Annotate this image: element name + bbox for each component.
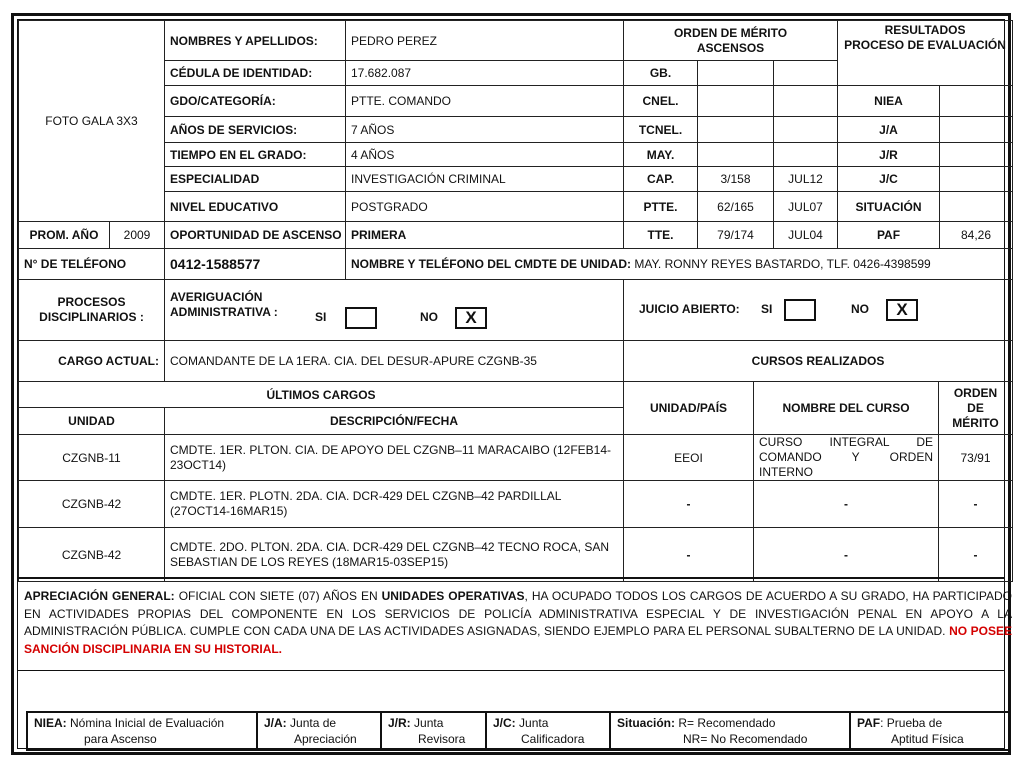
prom-label: PROM. AÑO (19, 222, 110, 249)
averiguacion-no-checkbox[interactable]: X (455, 307, 487, 329)
result-label: J/C (838, 167, 940, 192)
result-label: J/A (838, 117, 940, 143)
ultimos-col-desc: DESCRIPCIÓN/FECHA (165, 408, 624, 435)
edu-value: POSTGRADO (346, 192, 624, 222)
merit-order (698, 61, 774, 86)
legend-ja: J/A: Junta de Apreciación (258, 713, 382, 749)
result-value (940, 167, 1013, 192)
merit-grade: CNEL. (624, 86, 698, 117)
merit-date: JUL04 (774, 222, 838, 249)
years-label: AÑOS DE SERVICIOS: (165, 117, 346, 143)
appreciation-text: APRECIACIÓN GENERAL: OFICIAL CON SIETE (07) AÑOS EN UNIDADES OPERATIVAS, HA OCUPADO TODOS LOS CARGOS DE ACUERDO A SU GRADO, HA PARTICIPADO EN ACTIVIDADES PROPIAS DEL COMPONENTE EN LOS SERVICIOS DE POLICÍA ADMINISTRATIVA ESPECIAL Y DE INVESTIGACIÓN PENAL EN APOYO A LA ADMINISTRACIÓN PÚBLICA. CUMPLE CON CADA UNA DE LAS ACTIVIDADES ASIGNADAS, SIENDO EJEMPLO PARA EL PERSONAL SUBALTERNO DE LA UNIDAD. NO POSEE SANCIÓN DISCIPLINARIA EN SU HISTORIAL. (24, 589, 1012, 656)
juicio-no-label: NO (851, 302, 869, 316)
curso-row-order: - (939, 528, 1013, 582)
legend-jr: J/R: Junta Revisora (382, 713, 487, 749)
result-value (940, 117, 1013, 143)
opp-value: PRIMERA (346, 222, 624, 249)
cargo-value: COMANDANTE DE LA 1ERA. CIA. DEL DESUR-APURE CZGNB-35 (165, 341, 624, 382)
curso-row-order: - (939, 481, 1013, 528)
form-frame (11, 13, 1011, 755)
curso-row-name: - (754, 481, 939, 528)
result-label: J/R (838, 143, 940, 167)
spec-label: ESPECIALIDAD (165, 167, 346, 192)
merit-order (698, 143, 774, 167)
averiguacion-cell (165, 280, 624, 341)
merit-order: 79/174 (698, 222, 774, 249)
disciplinary-label: PROCESOS DISCIPLINARIOS : (19, 280, 165, 341)
spec-value: INVESTIGACIÓN CRIMINAL (346, 167, 624, 192)
juicio-no-checkbox[interactable]: X (886, 299, 918, 321)
merit-grade: GB. (624, 61, 698, 86)
merit-date: JUL12 (774, 167, 838, 192)
cargo-row-desc: CMDTE. 2DO. PLTON. 2DA. CIA. DCR-429 DEL CZGNB–42 TECNO ROCA, SAN SEBASTIAN DE LOS REYES (18MAR15-03SEP15) (165, 528, 624, 582)
result-label: SITUACIÓN (838, 192, 940, 222)
result-value: 84,26 (940, 222, 1013, 249)
results-title: RESULTADOS PROCESO DE EVALUACIÓN (838, 21, 1013, 86)
prom-value: 2009 (110, 222, 165, 249)
phone-label: N° DE TELÉFONO (19, 249, 165, 280)
juicio-label: JUICIO ABIERTO: (639, 302, 740, 316)
promotion-table (18, 221, 1013, 249)
averiguacion-label-1: AVERIGUACIÓN (170, 290, 263, 304)
merit-order (698, 86, 774, 117)
years-value: 7 AÑOS (346, 117, 624, 143)
juicio-si-label: SI (761, 302, 773, 316)
appreciation-top-rule (18, 577, 1004, 579)
phone-table (18, 248, 1013, 280)
merit-grade: TTE. (624, 222, 698, 249)
time-value: 4 AÑOS (346, 143, 624, 167)
merit-grade: MAY. (624, 143, 698, 167)
cursos-col-name: NOMBRE DEL CURSO (754, 382, 939, 435)
cargos-cursos-table (18, 340, 1013, 582)
rank-value: PTTE. COMANDO (346, 86, 624, 117)
cursos-title: CURSOS REALIZADOS (624, 341, 1013, 382)
cargo-row-unit: CZGNB-42 (19, 481, 165, 528)
merit-order (698, 117, 774, 143)
appreciation-label: APRECIACIÓN GENERAL: (24, 589, 175, 603)
merit-grade: TCNEL. (624, 117, 698, 143)
time-label: TIEMPO EN EL GRADO: (165, 143, 346, 167)
result-value (940, 143, 1013, 167)
legend-situacion: Situación: R= Recomendado NR= No Recomendado (611, 713, 851, 749)
ultimos-col-unit: UNIDAD (19, 408, 165, 435)
result-label: NIEA (838, 86, 940, 117)
merit-date: JUL07 (774, 192, 838, 222)
merit-grade: CAP. (624, 167, 698, 192)
names-label: NOMBRES Y APELLIDOS: (165, 21, 346, 61)
cargo-row-desc: CMDTE. 1ER. PLTON. CIA. DE APOYO DEL CZGNB–11 MARACAIBO (12FEB14-23OCT14) (165, 435, 624, 481)
edu-label: NIVEL EDUCATIVO (165, 192, 346, 222)
curso-row-unit: EEOI (624, 435, 754, 481)
averiguacion-label-2: ADMINISTRATIVA : (170, 305, 278, 319)
curso-row-unit: - (624, 481, 754, 528)
cursos-col-unit: UNIDAD/PAÍS (624, 382, 754, 435)
merit-date (774, 61, 838, 86)
cargo-row-desc: CMDTE. 1ER. PLOTN. 2DA. CIA. DCR-429 DEL CZGNB–42 PARDILLAL (27OCT14-16MAR15) (165, 481, 624, 528)
ultimos-title: ÚLTIMOS CARGOS (19, 382, 624, 408)
merit-date (774, 117, 838, 143)
rank-label: GDO/CATEGORÍA: (165, 86, 346, 117)
cargo-row-unit: CZGNB-11 (19, 435, 165, 481)
photo-placeholder: FOTO GALA 3X3 (19, 21, 165, 222)
curso-row-name: CURSO INTEGRAL DE COMANDO Y ORDEN INTERNO (754, 435, 939, 481)
disciplinary-table (18, 279, 1013, 341)
juicio-cell (624, 280, 1013, 341)
legend-jc: J/C: Junta Calificadora (487, 713, 611, 749)
juicio-si-checkbox[interactable] (784, 299, 816, 321)
sanction-note: NO POSEE SANCIÓN DISCIPLINARIA EN SU HISTORIAL. (24, 624, 1012, 656)
legend-niea: NIEA: Nómina Inicial de Evaluación para Ascenso (28, 713, 258, 749)
merit-order: 62/165 (698, 192, 774, 222)
personal-data-table (18, 20, 1013, 222)
appreciation-bottom-rule (18, 670, 1004, 671)
merit-order: 3/158 (698, 167, 774, 192)
curso-row-name: - (754, 528, 939, 582)
result-value (940, 86, 1013, 117)
cargo-label: CARGO ACTUAL: (19, 341, 165, 382)
result-label: PAF (838, 222, 940, 249)
id-label: CÉDULA DE IDENTIDAD: (165, 61, 346, 86)
names-value: PEDRO PEREZ (346, 21, 624, 61)
phone-value: 0412-1588577 (165, 249, 346, 280)
form-inner (17, 19, 1012, 749)
averiguacion-si-checkbox[interactable] (345, 307, 377, 329)
cargo-row-unit: CZGNB-42 (19, 528, 165, 582)
curso-row-unit: - (624, 528, 754, 582)
merit-date (774, 86, 838, 117)
curso-row-order: 73/91 (939, 435, 1013, 481)
averiguacion-si-label: SI (315, 310, 327, 324)
result-value (940, 192, 1013, 222)
merit-date (774, 143, 838, 167)
legend (26, 711, 1010, 751)
merit-grade: PTTE. (624, 192, 698, 222)
cursos-col-order: ORDEN DE MÉRITO (939, 382, 1013, 435)
id-value: 17.682.087 (346, 61, 624, 86)
merit-title: ORDEN DE MÉRITO ASCENSOS (624, 21, 838, 61)
cmdte-info: NOMBRE Y TELÉFONO DEL CMDTE DE UNIDAD: MAY. RONNY REYES BASTARDO, TLF. 0426-4398599 (346, 249, 1013, 280)
legend-paf: PAF: Prueba de Aptitud Física (857, 716, 964, 746)
opp-label: OPORTUNIDAD DE ASCENSO (165, 222, 346, 249)
averiguacion-no-label: NO (420, 310, 438, 324)
